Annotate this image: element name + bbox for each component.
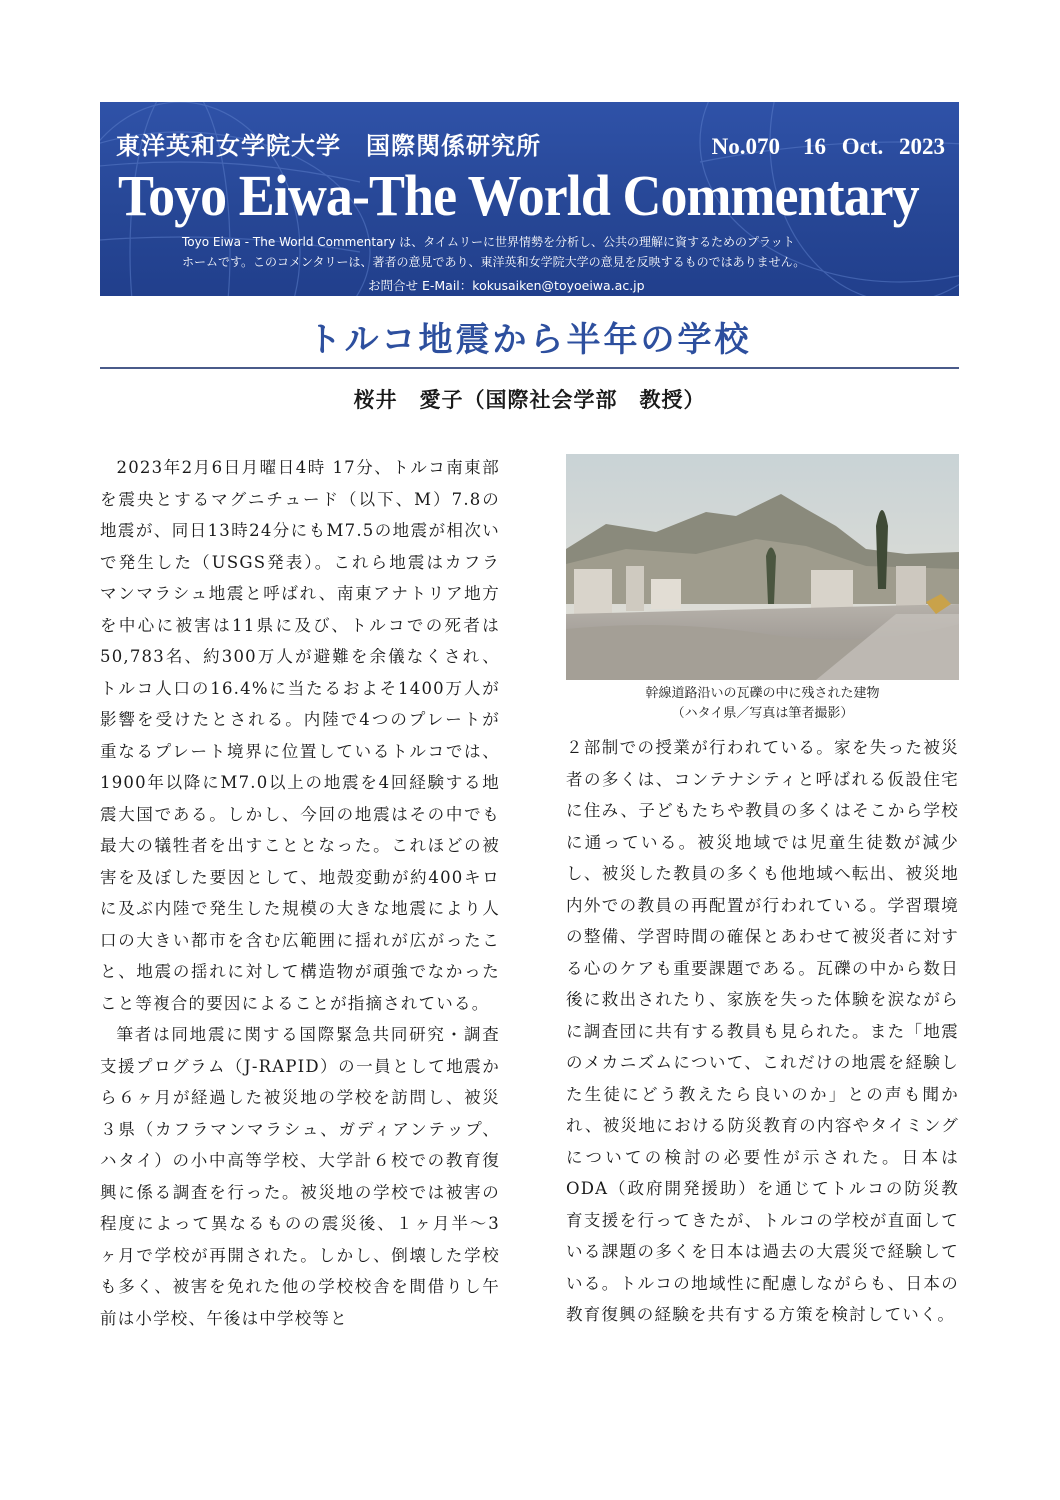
article-title: トルコ地震から半年の学校 bbox=[307, 320, 752, 360]
photo-caption bbox=[566, 684, 959, 724]
article-paragraph: 2023年2月6日月曜日4時 17分、トルコ南東部を震央とするマグニチュード（以下、M）7.8の地震が、同日13時24分にもM7.5の地震が相次いで発生した（USGS発表）。これら地震はカフラマンマラシュ地震と呼ばれ、南東アナトリア地方を中心に被害は11県に及び、トルコでの死者は50,783名、約300万人が避難を余儀なくされ、トルコ人口の16.4%に当たるおよそ1400万人が影響を受けたとされる。内陸で4つのプレートが重なるプレート境界に位置しているトルコでは、1900年以降にM7.0以上の地震を4回経験する地震大国である。しかし、今回の地震はその中でも最大の犠牲者を出すこととなった。これほどの被害を及ぼした要因として、地殻変動が約400キロに及ぶ内陸で発生した規模の大きな地震により人口の大きい都市を含む広範囲に揺れが広がったこと、地震の揺れに対して構造物が頑強でなかったこと等複合的要因によることが指摘されている。 bbox=[100, 458, 500, 1013]
article-paragraph: 筆者は同地震に関する国際緊急共同研究・調査支援プログラム（J-RAPID）の一員として地震から６ヶ月が経過した被災地の学校を訪問し、被災３県（カフラマンマラシュ、ガディアンテップ、ハタイ）の小中高等学校、大学計６校での教育復興に係る調査を行った。被災地の学校では被害の程度によって異なるものの震災後、１ヶ月半〜3ヶ月で学校が再開された。しかし、倒壊した学校も多く、被害を免れた他の学校校舎を間借りし午前は小学校、午後は中学校等と bbox=[100, 1025, 500, 1328]
series-title: Toyo Eiwa-The World Commentary bbox=[118, 163, 919, 228]
organization-name: 東洋英和女学院大学 国際関係研究所 bbox=[116, 131, 541, 160]
issue-number-date: No.070 16 Oct. 2023 bbox=[711, 134, 945, 159]
caption-line: 幹線道路沿いの瓦礫の中に残された建物 bbox=[645, 686, 880, 701]
article-column-right bbox=[566, 732, 959, 1331]
series-description bbox=[182, 232, 882, 272]
article-photo bbox=[566, 454, 959, 680]
article-paragraph: ２部制での授業が行われている。家を失った被災者の多くは、コンテナシティと呼ばれる仮設住宅に住み、子どもたちや教員の多くはそこから学校に通っている。被災地域では児童生徒数が減少し、被災した教員の多くも他地域へ転出、被災地内外での教員の再配置が行われている。学習環境の整備、学習時間の確保とあわせて被災者に対する心のケアも重要課題である。瓦礫の中から数日後に救出されたり、家族を失った体験を涙ながらに調査団に共有する教員も見られた。また「地震のメカニズムについて、これだけの地震を経験した生徒にどう教えたら良いのか」との声も聞かれ、被災地における防災教育の内容やタイミングについての検討の必要性が示された。日本はODA（政府開発援助）を通じてトルコの防災教育支援を行ってきたが、トルコの学校が直面している課題の多くを日本は過去の大震災で経験している。トルコの地域性に配慮しながらも、日本の教育復興の経験を共有する方策を検討していく。 bbox=[566, 738, 959, 1324]
description-line: Toyo Eiwa - The World Commentary は、タイムリーに世界情勢を分析し、公共の理解に資するためのプラット bbox=[182, 235, 795, 249]
article-column-left bbox=[100, 452, 500, 1334]
contact-email: お問合せ E-Mail：kokusaiken@toyoeiwa.ac.jp bbox=[368, 278, 645, 293]
description-line: ホームです。このコメンタリーは、著者の意見であり、東洋英和女学院大学の意見を反映するものではありません。 bbox=[182, 255, 806, 269]
article-author: 桜井 愛子（国際社会学部 教授） bbox=[353, 387, 706, 412]
caption-line: （ハタイ県／写真は筆者撮影） bbox=[671, 706, 854, 721]
header-banner bbox=[100, 102, 959, 296]
title-divider bbox=[100, 367, 959, 369]
